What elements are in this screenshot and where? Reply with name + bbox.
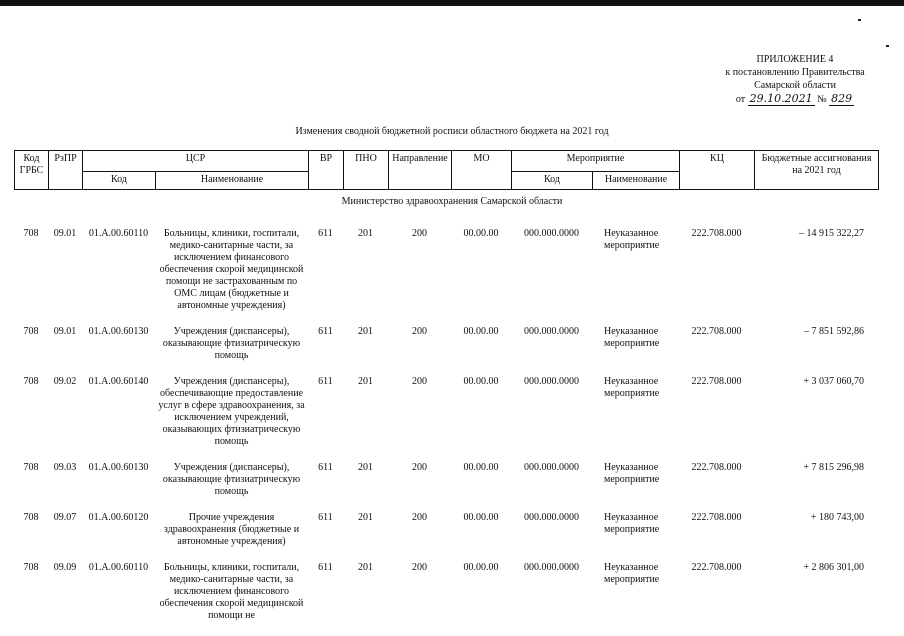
cell-mo: 00.00.00 (463, 462, 499, 473)
scan-speck (886, 45, 889, 47)
header-kc: КЦ (680, 151, 755, 190)
cell-mer-kod: 000.000.0000 (524, 228, 579, 239)
cell-amount: – 14 915 322,27 (799, 228, 864, 239)
cell-pno: 201 (358, 376, 373, 387)
cell-csr-kod: 01.А.00.60120 (88, 512, 149, 523)
document-title: Изменения сводной бюджетной росписи областного бюджета на 2021 год (295, 126, 609, 137)
cell-csr-name: Учреждения (диспансеры), оказывающие фтизиатрическую помощь (162, 326, 301, 361)
header-vr: ВР (309, 151, 344, 190)
cell-napravlenie: 200 (412, 376, 427, 387)
cell-csr-name: Больницы, клиники, госпитали, медико-санитарные части, за исключением финансового обеспечения скорой медицинской помощи не застрахованным по ОМС лицам (бюджетные и автономные учреждения) (159, 228, 304, 311)
cell-mer-name: Неуказанное мероприятие (604, 462, 660, 485)
header-csr-kod: Код (83, 172, 156, 190)
handwritten-date: 29.10.2021 (749, 92, 813, 105)
appendix-dateline (736, 92, 854, 106)
cell-kod-grbs: 708 (23, 326, 39, 337)
table-row (14, 510, 878, 560)
cell-kc: 222.708.000 (691, 326, 742, 337)
table-row (14, 460, 878, 510)
date-prefix: от (735, 94, 746, 105)
cell-mer-name: Неуказанное мероприятие (604, 228, 660, 251)
cell-mo: 00.00.00 (463, 562, 499, 573)
cell-pno: 201 (358, 562, 373, 573)
header-pno: ПНО (344, 151, 389, 190)
table-row (14, 324, 878, 374)
handwritten-number: 829 (831, 92, 853, 105)
cell-napravlenie: 200 (412, 228, 427, 239)
appendix-block (700, 53, 890, 106)
cell-kod-grbs: 708 (23, 512, 39, 523)
cell-amount: + 3 037 060,70 (803, 376, 864, 387)
cell-kod-grbs: 708 (23, 228, 39, 239)
cell-kod-grbs: 708 (23, 562, 39, 573)
cell-pno: 201 (358, 512, 373, 523)
cell-csr-name: Прочие учреждения здравоохранения (бюджетные и автономные учреждения) (163, 512, 300, 547)
cell-vr: 611 (318, 228, 333, 239)
cell-vr: 611 (318, 462, 333, 473)
cell-csr-name: Учреждения (диспансеры), оказывающие фтизиатрическую помощь (162, 462, 301, 497)
cell-amount: + 2 806 301,00 (803, 562, 864, 573)
column-header-table (14, 150, 879, 190)
cell-napravlenie: 200 (412, 562, 427, 573)
header-mer-kod: Код (512, 172, 593, 190)
cell-kc: 222.708.000 (691, 462, 742, 473)
cell-mo: 00.00.00 (463, 376, 499, 387)
cell-napravlenie: 200 (412, 326, 427, 337)
cell-pno: 201 (358, 228, 373, 239)
cell-mo: 00.00.00 (463, 228, 499, 239)
cell-mer-kod: 000.000.0000 (524, 512, 579, 523)
cell-kc: 222.708.000 (691, 512, 742, 523)
number-prefix: № (817, 94, 827, 105)
table-row (14, 560, 878, 634)
cell-kod-grbs: 708 (23, 376, 39, 387)
cell-amount: – 7 851 592,86 (804, 326, 864, 337)
cell-kc: 222.708.000 (691, 228, 742, 239)
cell-csr-kod: 01.А.00.60140 (88, 376, 149, 387)
header-kod-grbs: Код ГРБС (15, 151, 49, 190)
cell-mo: 00.00.00 (463, 512, 499, 523)
cell-csr-kod: 01.А.00.60110 (88, 228, 149, 239)
cell-mer-kod: 000.000.0000 (524, 462, 579, 473)
cell-rzpr: 09.01 (53, 228, 77, 239)
cell-mer-kod: 000.000.0000 (524, 562, 579, 573)
header-assignments: Бюджетные ассигнования на 2021 год (755, 151, 879, 190)
cell-pno: 201 (358, 326, 373, 337)
cell-rzpr: 09.02 (53, 376, 77, 387)
cell-rzpr: 09.01 (53, 326, 77, 337)
scan-top-border (0, 0, 904, 6)
cell-mer-kod: 000.000.0000 (524, 326, 579, 337)
cell-mo: 00.00.00 (463, 326, 499, 337)
header-csr-name: Наименование (156, 172, 309, 190)
ministry-heading: Министерство здравоохранения Самарской области (341, 196, 563, 207)
cell-mer-name: Неуказанное мероприятие (604, 326, 660, 349)
cell-rzpr: 09.03 (53, 462, 77, 473)
cell-vr: 611 (318, 376, 333, 387)
table-row (14, 374, 878, 460)
cell-mer-name: Неуказанное мероприятие (604, 512, 660, 535)
cell-kod-grbs: 708 (23, 462, 39, 473)
cell-mer-name: Неуказанное мероприятие (604, 376, 660, 399)
cell-pno: 201 (358, 462, 373, 473)
cell-vr: 611 (318, 326, 333, 337)
scan-speck (858, 19, 861, 21)
cell-napravlenie: 200 (412, 462, 427, 473)
appendix-title: ПРИЛОЖЕНИЕ 4 (756, 54, 834, 65)
cell-mer-name: Неуказанное мероприятие (604, 562, 660, 585)
cell-csr-kod: 01.А.00.60110 (88, 562, 149, 573)
table-row (14, 226, 878, 324)
cell-rzpr: 09.09 (53, 562, 77, 573)
cell-vr: 611 (318, 512, 333, 523)
cell-vr: 611 (318, 562, 333, 573)
cell-csr-kod: 01.А.00.60130 (88, 326, 149, 337)
header-meropriyatie: Мероприятие (512, 151, 680, 172)
cell-mer-kod: 000.000.0000 (524, 376, 579, 387)
cell-csr-name: Учреждения (диспансеры), обеспечивающие предоставление услуг в сфере здравоохранения, за исключением учреждений, оказывающих фтизиатрическую помощь (158, 376, 305, 447)
budget-rows-table (14, 226, 878, 634)
cell-rzpr: 09.07 (53, 512, 77, 523)
header-rzpr: РзПР (49, 151, 83, 190)
cell-csr-kod: 01.А.00.60130 (88, 462, 149, 473)
header-csr: ЦСР (83, 151, 309, 172)
header-mer-name: Наименование (593, 172, 680, 190)
cell-kc: 222.708.000 (691, 376, 742, 387)
cell-amount: + 7 815 296,98 (803, 462, 864, 473)
header-napravlenie: Направление (389, 151, 452, 190)
header-mo: МО (452, 151, 512, 190)
cell-kc: 222.708.000 (691, 562, 742, 573)
appendix-region: Самарской области (754, 80, 836, 91)
cell-napravlenie: 200 (412, 512, 427, 523)
cell-amount: + 180 743,00 (810, 512, 864, 523)
cell-csr-name: Больницы, клиники, госпитали, медико-санитарные части, за исключением финансового обеспечения скорой медицинской помощи не (159, 562, 304, 621)
appendix-decree: к постановлению Правительства (725, 67, 865, 78)
